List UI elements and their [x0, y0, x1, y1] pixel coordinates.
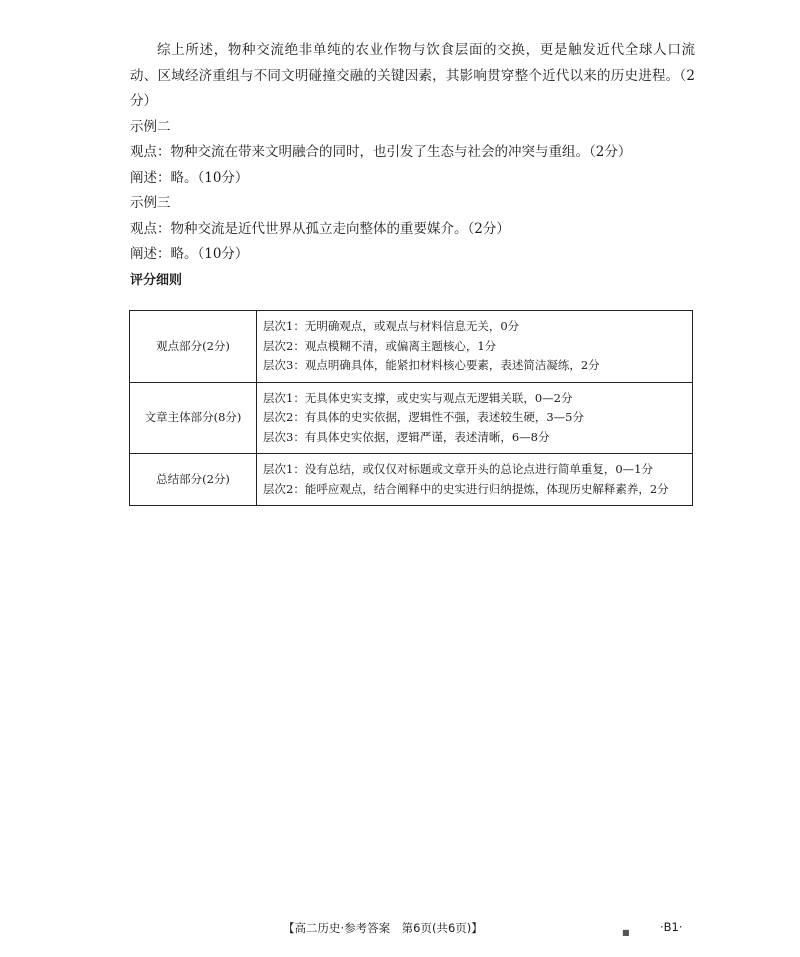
rubric-row-summary — [130, 454, 693, 506]
rubric-level: 层次3：有具体史实依据，逻辑严谨，表述清晰，6—8分 — [263, 429, 550, 444]
rubric-level: 层次1：无具体史实支撑，或史实与观点无逻辑关联，0—2分 — [263, 390, 573, 405]
footer-mark: ■ — [622, 928, 630, 937]
rubric-level: 层次2：有具体的史实依据，逻辑性不强，表述较生硬，3—5分 — [263, 410, 584, 424]
example2-title: 示例二 — [130, 118, 171, 135]
rubric-level: 层次1：无明确观点，或观点与材料信息无关，0分 — [263, 319, 520, 333]
footer-page-info: 【高二历史·参考答案 第6页(共6页)】 — [283, 921, 483, 935]
rubric-category: 观点部分(2分) — [130, 311, 257, 383]
example3-elaboration: 阐述：略。（10分） — [130, 246, 249, 262]
rubric-table — [129, 310, 693, 506]
rubric-row-viewpoint — [130, 311, 693, 383]
rubric-category: 文章主体部分(8分) — [130, 382, 257, 454]
rubric-heading: 评分细则 — [130, 272, 183, 288]
rubric-level: 层次2：观点模糊不清，或偏离主题核心，1分 — [263, 338, 497, 353]
rubric-row-body — [130, 382, 693, 454]
example3-viewpoint: 观点：物种交流是近代世界从孤立走向整体的重要媒介。（2分） — [130, 220, 510, 237]
example2-elaboration: 阐述：略。（10分） — [130, 169, 249, 186]
rubric-category: 总结部分(2分) — [130, 454, 257, 506]
rubric-level: 层次3：观点明确具体，能紧扣材料核心要素，表述简洁凝练，2分 — [263, 358, 600, 372]
example2-viewpoint: 观点：物种交流在带来文明融合的同时，也引发了生态与社会的冲突与重组。（2分） — [130, 144, 632, 160]
rubric-levels — [257, 311, 693, 383]
rubric-levels — [257, 382, 693, 454]
rubric-level: 层次2：能呼应观点，结合阐释中的史实进行归纳提炼，体现历史解释素养，2分 — [263, 481, 669, 496]
summary-paragraph: 综上所述，物种交流绝非单纯的农业作物与饮食层面的交换，更是触发近代全球人口流动、区域经济重组与不同文明碰撞交融的关键因素，其影响贯穿整个近代以来的历史进程。（2分） — [130, 42, 695, 109]
rubric-level: 层次1：没有总结，或仅仅对标题或文章开头的总论点进行简单重复，0—1分 — [263, 462, 653, 476]
footer-code: ·B1· — [660, 920, 683, 934]
answer-content — [130, 38, 695, 293]
rubric-levels — [257, 454, 693, 506]
example3-title: 示例三 — [130, 195, 171, 211]
